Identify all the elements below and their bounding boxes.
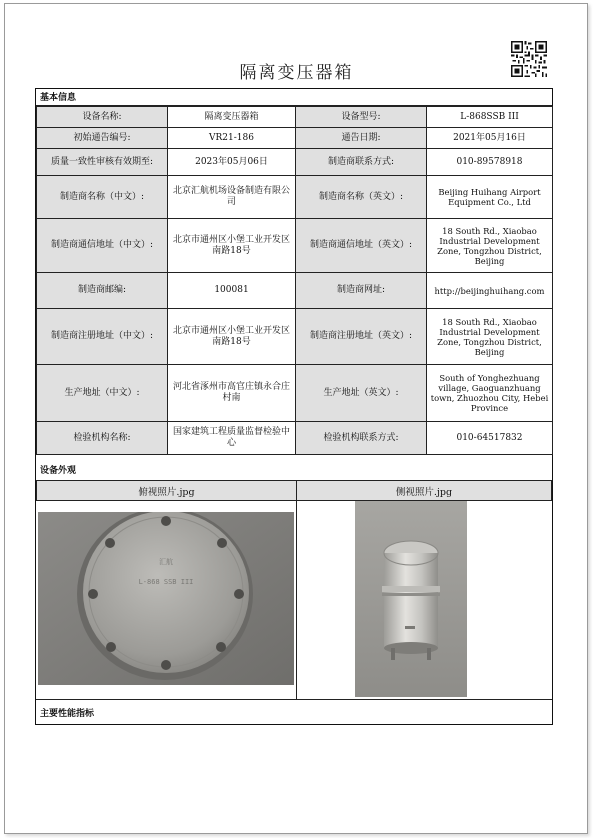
value-website: http://beijinghuihang.com <box>427 273 553 309</box>
label-device-name: 设备名称: <box>37 107 168 128</box>
section-appearance: 设备外观 <box>40 466 77 476</box>
table-row <box>37 219 553 273</box>
side-view-photo <box>355 501 467 697</box>
photo-divider <box>296 480 297 699</box>
label-postcode: 制造商邮编: <box>37 273 168 309</box>
label-notice-date: 通告日期: <box>296 128 427 149</box>
value-notice-number: VR21-186 <box>168 128 296 149</box>
label-device-model: 设备型号: <box>296 107 427 128</box>
value-postcode: 100081 <box>168 273 296 309</box>
top-photo-brand: 汇航 <box>159 558 173 566</box>
table-row <box>37 422 553 455</box>
value-inspection-agency: 国家建筑工程质量监督检验中心 <box>168 422 296 455</box>
top-photo-marking: L-868 SSB III <box>138 578 194 586</box>
table-row <box>37 309 553 365</box>
label-notice-number: 初始通告编号: <box>37 128 168 149</box>
value-production-address-cn: 河北省涿州市高官庄镇永合庄村南 <box>168 365 296 422</box>
section-basic-info: 基本信息 <box>40 93 77 103</box>
label-validity: 质量一致性审核有效期至: <box>37 149 168 176</box>
table-row <box>37 149 553 176</box>
label-production-address-en: 生产地址（英文）: <box>296 365 427 422</box>
label-inspection-contact: 检验机构联系方式: <box>296 422 427 455</box>
label-registered-address-cn: 制造商注册地址（中文）: <box>37 309 168 365</box>
top-photo-label: 俯视照片.jpg <box>36 480 297 501</box>
value-notice-date: 2021年05月16日 <box>427 128 553 149</box>
value-manufacturer-name-en: Beijing Huihang Airport Equipment Co., Ltd <box>427 176 553 219</box>
label-production-address-cn: 生产地址（中文）: <box>37 365 168 422</box>
value-registered-address-en: 18 South Rd., Xiaobao Industrial Development Zone, Tongzhou District, Beijing <box>427 309 553 365</box>
label-registered-address-en: 制造商注册地址（英文）: <box>296 309 427 365</box>
table-row <box>37 176 553 219</box>
page-title: 隔离变压器箱 <box>239 63 354 83</box>
label-mail-address-cn: 制造商通信地址（中文）: <box>37 219 168 273</box>
label-website: 制造商网址: <box>296 273 427 309</box>
value-inspection-contact: 010-64517832 <box>427 422 553 455</box>
value-device-name: 隔离变压器箱 <box>168 107 296 128</box>
label-manufacturer-name-en: 制造商名称（英文）: <box>296 176 427 219</box>
info-table <box>36 106 553 455</box>
table-row <box>37 365 553 422</box>
divider <box>36 699 552 700</box>
value-production-address-en: South of Yonghezhuang village, Gaoguanzhuang town, Zhuozhou City, Hebei Province <box>427 365 553 422</box>
table-row <box>37 107 553 128</box>
value-registered-address-cn: 北京市通州区小堡工业开发区南路18号 <box>168 309 296 365</box>
section-performance: 主要性能指标 <box>40 709 95 719</box>
value-device-model: L-868SSB III <box>427 107 553 128</box>
label-inspection-agency: 检验机构名称: <box>37 422 168 455</box>
value-manufacturer-contact: 010-89578918 <box>427 149 553 176</box>
value-mail-address-cn: 北京市通州区小堡工业开发区南路18号 <box>168 219 296 273</box>
label-manufacturer-name-cn: 制造商名称（中文）: <box>37 176 168 219</box>
top-view-photo <box>38 512 294 685</box>
value-manufacturer-name-cn: 北京汇航机场设备制造有限公司 <box>168 176 296 219</box>
value-validity: 2023年05月06日 <box>168 149 296 176</box>
qr-code <box>511 41 547 77</box>
table-row <box>37 128 553 149</box>
side-photo-label: 侧视照片.jpg <box>296 480 552 501</box>
photo-headers <box>36 480 552 501</box>
label-mail-address-en: 制造商通信地址（英文）: <box>296 219 427 273</box>
label-manufacturer-contact: 制造商联系方式: <box>296 149 427 176</box>
table-row <box>37 273 553 309</box>
value-mail-address-en: 18 South Rd., Xiaobao Industrial Development Zone, Tongzhou District, Beijing <box>427 219 553 273</box>
